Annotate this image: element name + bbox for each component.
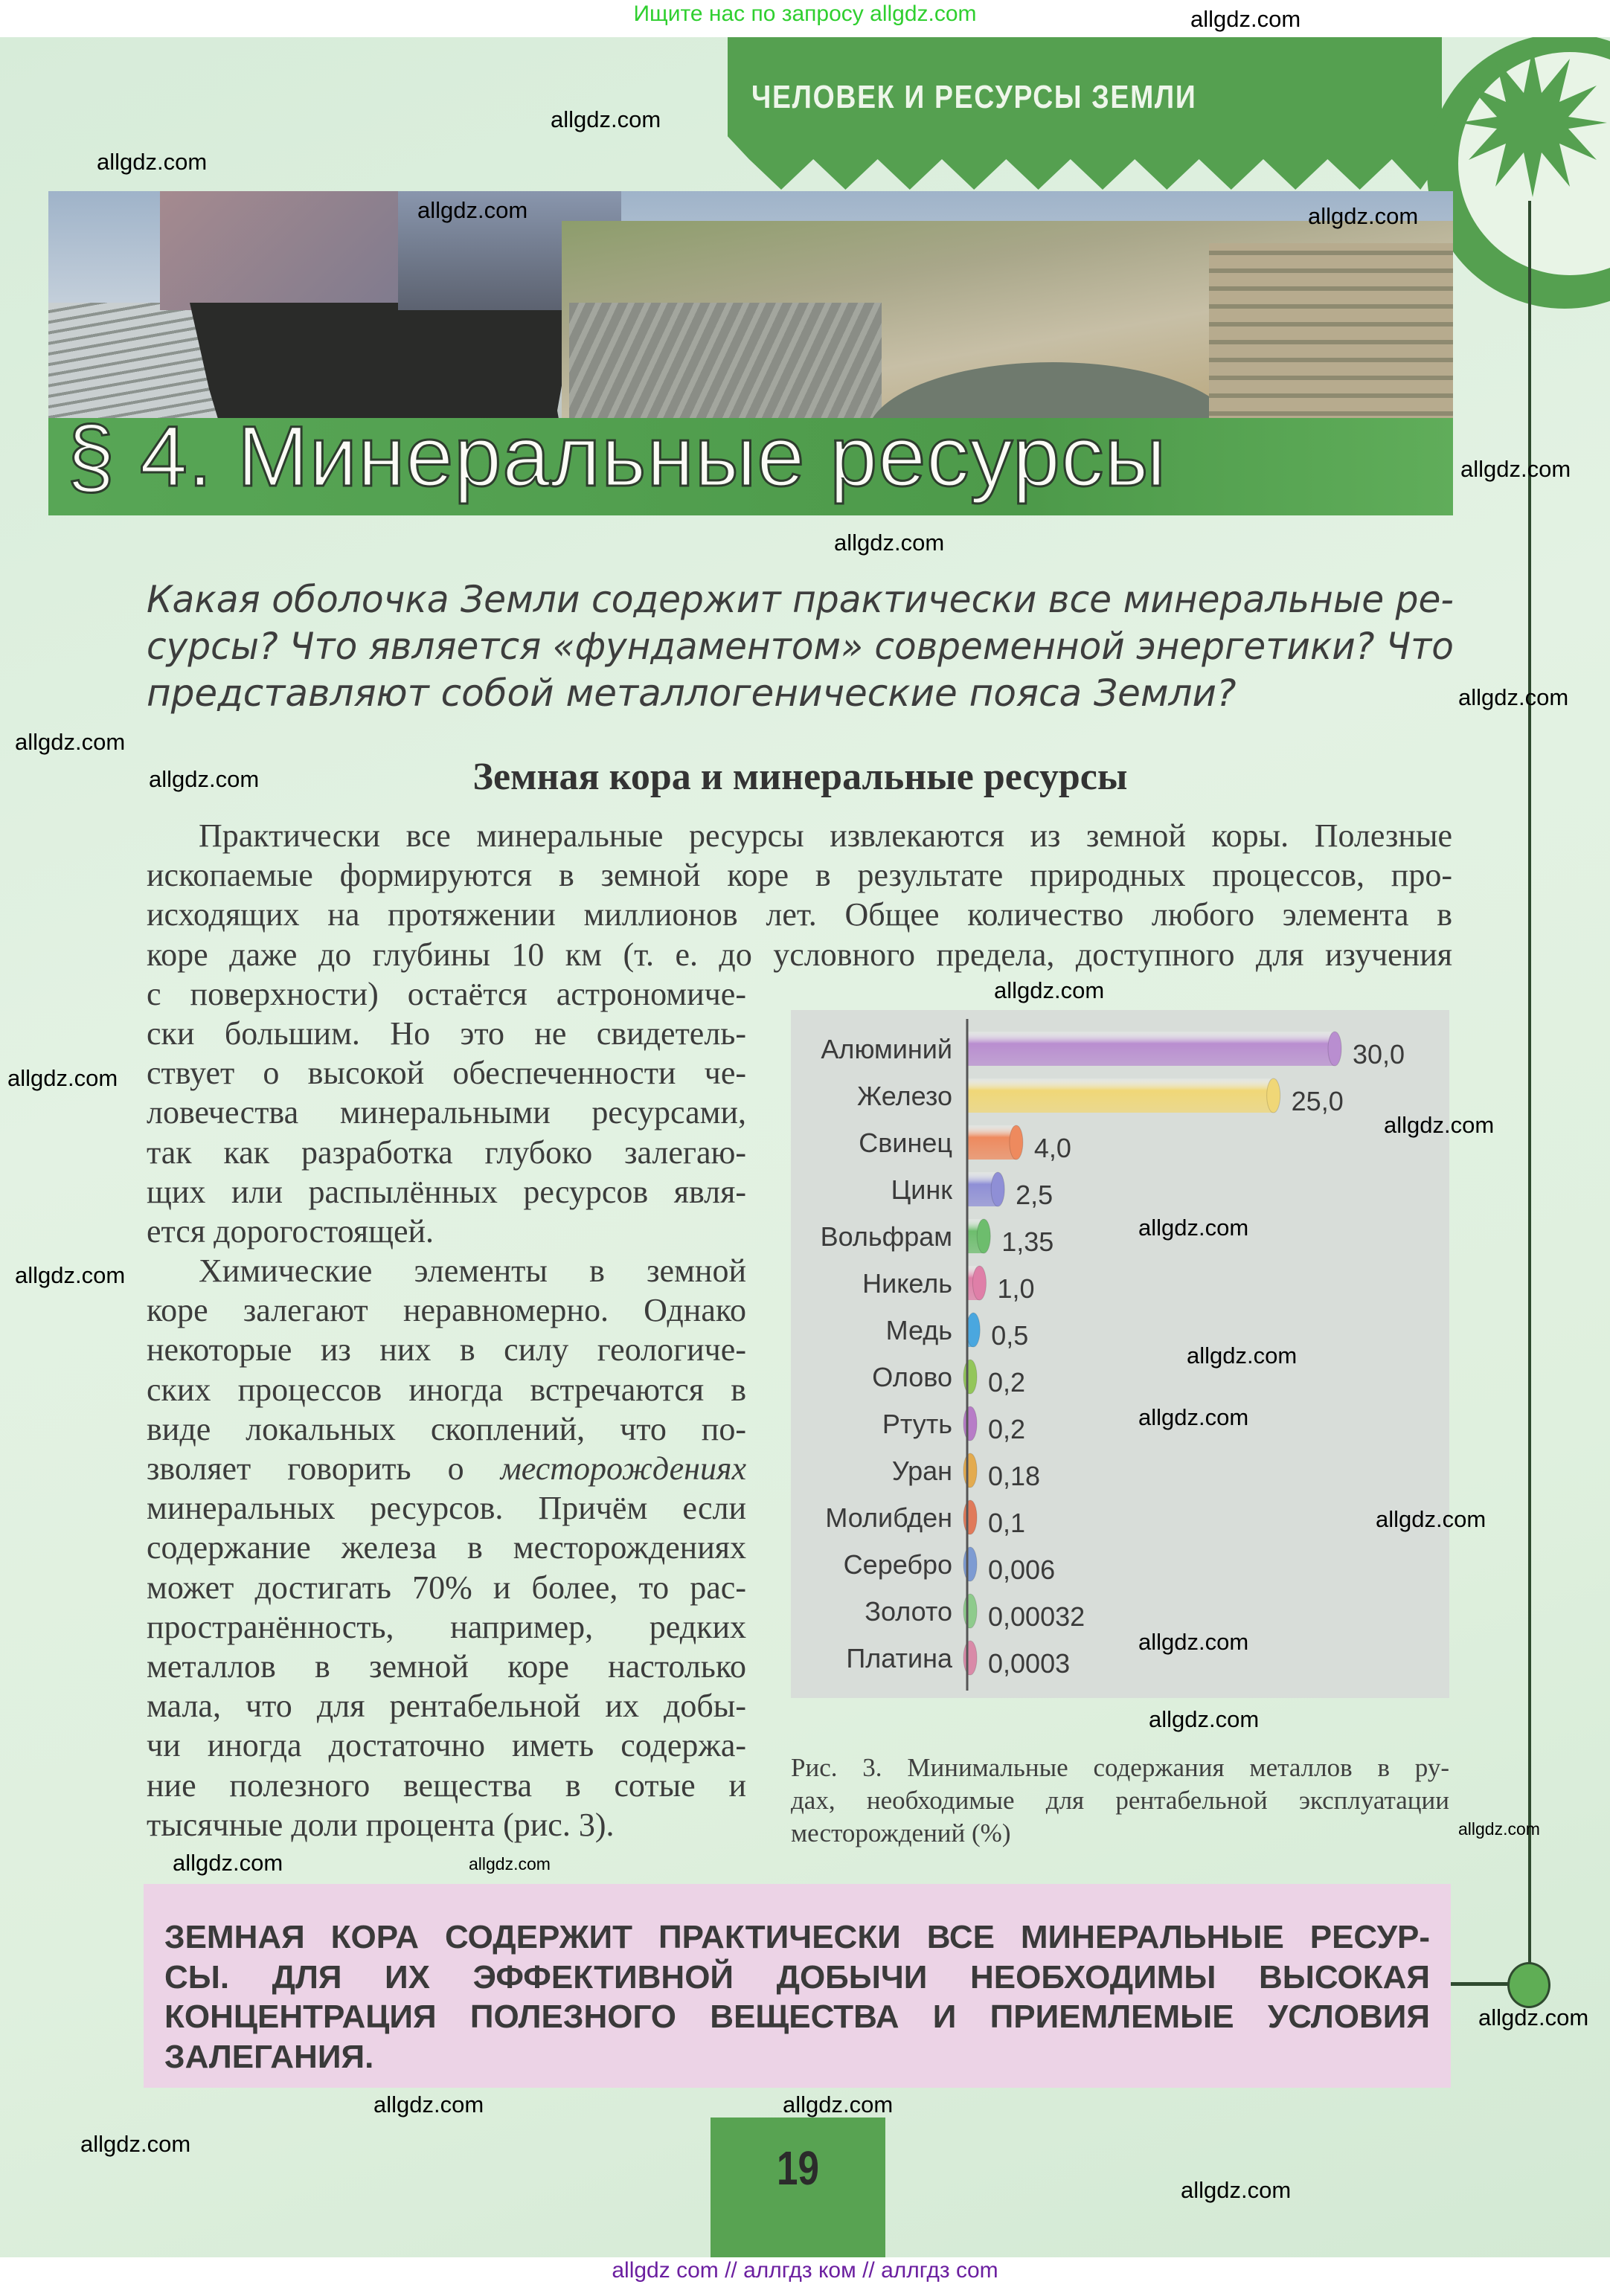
value-label: 0,5 bbox=[991, 1320, 1029, 1351]
watermark: allgdz.com bbox=[1478, 2004, 1589, 2030]
intro-questions bbox=[147, 576, 1454, 717]
value-label: 0,00032 bbox=[988, 1601, 1085, 1632]
category-label: Железо bbox=[857, 1081, 952, 1111]
chart-canvas bbox=[791, 1010, 1449, 1698]
bar-1 bbox=[967, 1078, 1274, 1113]
category-label: Алюминий bbox=[821, 1034, 952, 1064]
value-label: 30,0 bbox=[1353, 1039, 1405, 1070]
caption-line: Рис. 3. Минимальные содержания металлов в ру- bbox=[791, 1753, 1449, 1782]
value-label: 2,5 bbox=[1016, 1180, 1053, 1210]
watermark: allgdz.com bbox=[173, 1850, 283, 1876]
summary-line: ЗЕМНАЯ КОРА СОДЕРЖИТ ПРАКТИЧЕСКИ ВСЕ МИНЕРАЛЬНЫЕ РЕСУР- bbox=[164, 1919, 1430, 1955]
text-line: коре залегают неравномерно. Однако bbox=[147, 1292, 746, 1329]
text-span: зволяет говорить о bbox=[147, 1450, 501, 1487]
text-line: металлов в земной коре настолько bbox=[147, 1647, 746, 1685]
category-label: Золото bbox=[865, 1596, 952, 1627]
watermark: allgdz.com bbox=[417, 197, 528, 223]
summary-line: СЫ. ДЛЯ ИХ ЭФФЕКТИВНОЙ ДОБЫЧИ НЕОБХОДИМЫ ВЫСОКАЯ bbox=[164, 1958, 1430, 1996]
category-label: Цинк bbox=[891, 1174, 952, 1205]
watermark: allgdz.com bbox=[7, 1065, 118, 1091]
category-label: Платина bbox=[846, 1643, 952, 1673]
category-label: Ртуть bbox=[882, 1409, 952, 1439]
footer-note: allgdz com // аллгдз ком // аллгдз com bbox=[612, 2258, 998, 2283]
text-line: ски большим. Но это не свидетель- bbox=[147, 1014, 746, 1052]
text-line: с поверхности) остаётся астрономиче- bbox=[147, 975, 746, 1012]
category-label: Свинец bbox=[859, 1128, 952, 1158]
bar-cap-10 bbox=[963, 1500, 977, 1534]
watermark: allgdz.com bbox=[551, 106, 661, 132]
watermark: allgdz.com bbox=[469, 1854, 551, 1874]
category-label: Вольфрам bbox=[820, 1221, 952, 1252]
question-line: Какая оболочка Земли содержит практически все минеральные ре- bbox=[147, 578, 1454, 621]
bar-cap-13 bbox=[963, 1641, 977, 1675]
emphasis-term: месторождениях bbox=[500, 1450, 746, 1487]
text-line: щих или распылённых ресурсов явля- bbox=[147, 1173, 746, 1210]
text-line: ние полезного вещества в сотые и bbox=[147, 1766, 746, 1804]
question-line: представляют собой металлогенические пояса Земли? bbox=[147, 672, 1237, 715]
watermark: allgdz.com bbox=[15, 729, 126, 755]
text-line: ется дорогостоящей. bbox=[147, 1212, 434, 1250]
text-line: так как разработка глубоко залегаю- bbox=[147, 1133, 746, 1171]
value-label: 0,0003 bbox=[988, 1648, 1071, 1679]
bar-cap-7 bbox=[963, 1360, 977, 1394]
connector-dot bbox=[1507, 1962, 1550, 2008]
text-line: Практически все минеральные ресурсы извлекаются из земной коры. Полезные bbox=[199, 817, 1452, 854]
watermark: allgdz.com bbox=[783, 2091, 894, 2117]
summary-line: ЗАЛЕГАНИЯ. bbox=[164, 2038, 374, 2075]
textbook-page bbox=[0, 37, 1610, 2257]
bar-cap-11 bbox=[963, 1547, 977, 1581]
category-label: Олово bbox=[872, 1362, 952, 1392]
watermark: allgdz.com bbox=[97, 149, 208, 175]
text-line: ствует о высокой обеспеченности че- bbox=[147, 1055, 746, 1092]
watermark: allgdz.com bbox=[1138, 1404, 1249, 1430]
bar-cap-0 bbox=[1328, 1032, 1341, 1066]
question-line: сурсы? Что является «фундаментом» современной энергетики? Что bbox=[147, 625, 1454, 668]
page-number: 19 bbox=[777, 2141, 819, 2195]
text-line: тысячные доли процента (рис. 3). bbox=[147, 1806, 615, 1843]
bar-cap-2 bbox=[1010, 1125, 1023, 1160]
watermark: allgdz.com bbox=[1384, 1112, 1495, 1138]
caption-line: дах, необходимые для рентабельной эксплуатации bbox=[791, 1786, 1449, 1815]
bar-cap-6 bbox=[966, 1313, 980, 1347]
value-label: 25,0 bbox=[1291, 1086, 1344, 1116]
text-line: виде локальных скоплений, что по- bbox=[147, 1410, 746, 1447]
section-heading: Земная кора и минеральные ресурсы bbox=[472, 756, 1128, 798]
top-search-note: Ищите нас по запросу allgdz.com bbox=[633, 1, 977, 26]
chapter-title: ЧЕЛОВЕК И РЕСУРСЫ ЗЕМЛИ bbox=[751, 79, 1197, 115]
watermark: allgdz.com bbox=[834, 530, 945, 556]
watermark: allgdz.com bbox=[1376, 1506, 1486, 1532]
watermark: allgdz.com bbox=[994, 977, 1105, 1003]
watermark: allgdz.com bbox=[80, 2131, 191, 2157]
summary-box bbox=[144, 1884, 1451, 2088]
value-label: 1,35 bbox=[1001, 1226, 1054, 1257]
category-label: Серебро bbox=[843, 1549, 952, 1580]
category-label: Медь bbox=[885, 1315, 952, 1345]
watermark: allgdz.com bbox=[1308, 203, 1419, 229]
text-line: мала, что для рентабельной их добы- bbox=[147, 1688, 746, 1725]
bar-cap-4 bbox=[977, 1219, 990, 1253]
text-line: некоторые из них в силу геологиче- bbox=[147, 1331, 746, 1369]
category-label: Уран bbox=[891, 1456, 952, 1486]
value-label: 4,0 bbox=[1033, 1133, 1071, 1163]
figure-caption bbox=[791, 1752, 1449, 1850]
value-label: 0,18 bbox=[988, 1461, 1041, 1491]
text-line: содержание железа в месторождениях bbox=[147, 1529, 746, 1566]
text-line: минеральных ресурсов. Причём если bbox=[147, 1490, 746, 1527]
category-label: Никель bbox=[862, 1268, 952, 1299]
text-line: коре даже до глубины 10 км (т. е. до условного предела, доступного для изучения bbox=[147, 936, 1452, 973]
summary-line: КОНЦЕНТРАЦИЯ ПОЛЕЗНОГО ВЕЩЕСТВА И ПРИЕМЛЕМЫЕ УСЛОВИЯ bbox=[164, 1998, 1430, 2035]
text-line: ископаемые формируются в земной коре в результате природных процессов, про- bbox=[147, 857, 1452, 894]
page-title: § 4. Минеральные ресурсы bbox=[67, 409, 1167, 504]
watermark: allgdz.com bbox=[1190, 6, 1301, 32]
metals-bar-chart bbox=[791, 1010, 1449, 1698]
watermark: allgdz.com bbox=[1181, 2177, 1292, 2203]
watermark: allgdz.com bbox=[373, 2091, 484, 2117]
watermark: allgdz.com bbox=[149, 766, 260, 792]
bar-cap-9 bbox=[963, 1453, 977, 1488]
caption-line: месторождений (%) bbox=[791, 1819, 1011, 1848]
watermark: allgdz.com bbox=[1187, 1342, 1298, 1369]
text-line: Химические элементы в земной bbox=[199, 1252, 746, 1290]
watermark: allgdz.com bbox=[1138, 1215, 1249, 1241]
value-label: 0,1 bbox=[988, 1508, 1026, 1538]
bar-0 bbox=[967, 1032, 1335, 1066]
watermark: allgdz.com bbox=[15, 1262, 126, 1288]
value-label: 0,2 bbox=[988, 1414, 1026, 1444]
watermark: allgdz.com bbox=[1138, 1629, 1249, 1655]
text-line: чи иногда достаточно иметь содержа- bbox=[147, 1727, 746, 1764]
bar-cap-8 bbox=[963, 1406, 977, 1441]
bar-cap-3 bbox=[991, 1172, 1004, 1206]
text-line: ских процессов иногда встречаются в bbox=[147, 1371, 746, 1408]
bar-2 bbox=[967, 1125, 1016, 1160]
value-label: 1,0 bbox=[997, 1273, 1035, 1304]
watermark: allgdz.com bbox=[1458, 1819, 1540, 1839]
text-line: исходящих на протяжении миллионов лет. Общее количество любого элемента в bbox=[147, 896, 1452, 933]
watermark: allgdz.com bbox=[1149, 1706, 1260, 1732]
bar-cap-1 bbox=[1267, 1078, 1280, 1113]
category-label: Молибден bbox=[825, 1502, 952, 1533]
text-line: может достигать 70% и более, то рас- bbox=[147, 1569, 746, 1606]
bar-cap-5 bbox=[972, 1266, 986, 1300]
text-line: ловечества минеральными ресурсами, bbox=[147, 1094, 746, 1131]
bar-cap-12 bbox=[963, 1594, 977, 1628]
watermark: allgdz.com bbox=[1458, 684, 1569, 710]
watermark: allgdz.com bbox=[1460, 456, 1571, 482]
text-line: пространённость, например, редких bbox=[147, 1608, 746, 1645]
value-label: 0,2 bbox=[988, 1367, 1026, 1398]
text-line bbox=[147, 1449, 746, 1488]
value-label: 0,006 bbox=[988, 1554, 1056, 1585]
